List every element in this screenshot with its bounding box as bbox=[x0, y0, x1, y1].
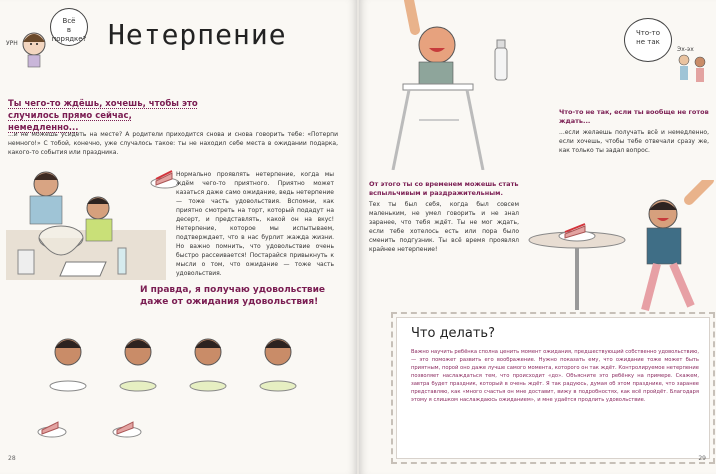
baby-bottle-icon bbox=[489, 38, 513, 84]
lead-heading bbox=[8, 98, 198, 134]
baby-highchair-illustration bbox=[379, 0, 499, 170]
quote: И правда, я получаю удовольствие даже от ожидания удовольствия! bbox=[140, 285, 326, 307]
red-heading-1: Что-то не так, если ты вообще не готов ждать... bbox=[559, 108, 709, 125]
page-number: 28 bbox=[8, 455, 16, 462]
panel-title: Что делать? bbox=[411, 326, 495, 341]
lead-heading-text: Ты чего-то ждёшь, хочешь, чтобы это случилось прямо сейчас, немедленно... bbox=[8, 99, 198, 133]
body-2: Тех ты был себя, когда был совсем маленьким, не умел говорить и не знал заранее, что тебя ждёт. Ты не мог ждать, если тебе хотелось есть или пора было сменить подгузник. Ты всё время проявлял крайнее нетерпение! bbox=[369, 201, 519, 253]
page-title: Нетерпение bbox=[108, 18, 287, 51]
what-to-do-panel bbox=[397, 318, 709, 458]
boys-eating-illustration bbox=[8, 330, 348, 450]
paragraph-2: Нормально проявлять нетерпение, когда мы ждём чего-то приятного. Приятно может казаться даже само ожидание, ведь нетерпение — тоже часть удовольствия. Вспомни, как приятно смотреть на торт, который подадут на десерт, и представлять, какой он на вкус! Нетерпение, которое мы испытываем, подтверждает, что в нас бурлит жажда жизни. Но важно помнить, что удовольствие очень быстро рассеивается! Постарайся привыкнуть к мысли о том, что ожидание — тоже часть удовольствия. bbox=[176, 171, 334, 277]
two-figures-icon bbox=[674, 52, 710, 92]
right-page bbox=[359, 0, 716, 474]
speech-bubble-text: Всё в порядке? bbox=[51, 17, 87, 43]
speech-bubble-text: Что-то не так bbox=[635, 29, 661, 46]
page-number: 29 bbox=[698, 455, 706, 462]
panel-body: Важно научить ребёнка сполна ценить момент ожидания, предшествующий собственно удовольствию, — это поможет развить его воображение. Нужно показать ему, что ожидание тоже может быть приятным, порой оно даже лучше самого момента, которого он так ждёт. Контролируемое нетерпение позволяет наслаждаться тем, что происходит «до». Объясните это ребёнку на примере. Скажем, завтра будет праздник, который в очень ждёт. Я так радуюсь, думая об этом празднике, что заранее представляю, как «много счастья он мне доставит, вижу в подробностях, как всё пройдёт. Благодаря этому я слишком наслаждаюсь ожиданием», и мне удаётся продлить удовольствие. bbox=[411, 349, 699, 403]
character-label: УРН bbox=[6, 40, 18, 47]
angry-boy-illustration bbox=[519, 180, 715, 315]
paragraph-1: ...и не можешь усидеть на месте? А родители приходится снова и снова говорить тебе: «Потерпи немного!» С тобой, конечно, уже случалось такое: ты не находил себе места в ожидании подарка, какого-то события или праздника. bbox=[8, 131, 338, 156]
speech-bubble bbox=[50, 8, 88, 46]
speech-bubble bbox=[624, 18, 672, 62]
body-1: ...если желаешь получать всё и немедленно, если хочешь, чтобы тебе отвечали сразу же, как только ты задал вопрос. bbox=[559, 129, 709, 154]
character-label: Эх-эх bbox=[677, 46, 694, 53]
left-page bbox=[0, 0, 357, 474]
red-heading-2: От этого ты со временем можешь стать вспыльчивым и раздражительным. bbox=[369, 180, 519, 197]
